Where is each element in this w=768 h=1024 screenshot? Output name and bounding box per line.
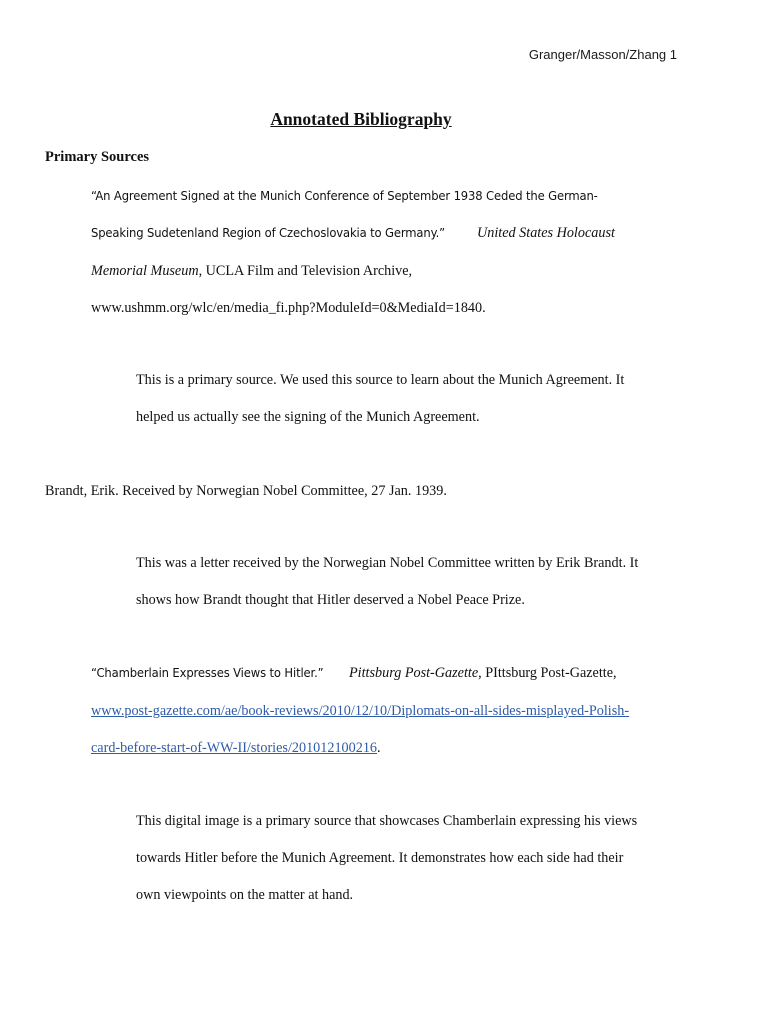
entry-1-citation-line-2: [91, 224, 476, 242]
section-heading: Primary Sources: [45, 149, 150, 165]
entry-3-citation-line-1-rest: [349, 664, 617, 682]
citation-text: , UCLA Film and Television Archive,: [198, 263, 413, 279]
citation-link[interactable]: card-before-start-of-WW-II/stories/201012100216: [91, 740, 378, 756]
citation-italic: Pittsburg Post-Gazette: [349, 665, 479, 681]
entry-3-link-line-2: [91, 739, 381, 757]
entry-2-annotation-line-2: shows how Brandt thought that Hitler deserved a Nobel Peace Prize.: [136, 592, 525, 608]
entry-1-annotation-line-2: helped us actually see the signing of the Munich Agreement.: [136, 409, 480, 425]
citation-text: Speaking Sudetenland Region of Czechoslovakia to Germany.”: [91, 225, 446, 240]
entry-3-annotation-line-1: This digital image is a primary source that showcases Chamberlain expressing his views: [136, 813, 638, 829]
page-title: Annotated Bibliography: [270, 109, 452, 129]
entry-1-citation-line-2-italic: United States Holocaust: [477, 225, 615, 241]
running-head: Granger/Masson/Zhang 1: [528, 47, 677, 62]
entry-3-annotation-line-2: towards Hitler before the Munich Agreement. It demonstrates how each side had their: [136, 850, 624, 866]
entry-1-citation-line-1: [91, 187, 598, 205]
entry-1-citation-url: www.ushmm.org/wlc/en/media_fi.php?ModuleId=0&MediaId=1840.: [91, 300, 486, 316]
entry-2-annotation-line-1: This was a letter received by the Norwegian Nobel Committee written by Erik Brandt. It: [136, 555, 639, 571]
citation-text: “An Agreement Signed at the Munich Conference of September 1938 Ceded the German-: [91, 188, 598, 203]
citation-text: , PIttsburg Post-Gazette,: [478, 665, 617, 681]
entry-3-citation-line-1: “Chamberlain Expresses Views to Hitler.”: [91, 665, 324, 680]
citation-link[interactable]: www.post-gazette.com/ae/book-reviews/2010/12/10/Diplomats-on-all-sides-misplayed-Polish-: [91, 703, 630, 719]
citation-italic: Memorial Museum: [91, 263, 199, 279]
entry-3-annotation-line-3: own viewpoints on the matter at hand.: [136, 887, 354, 903]
entry-2-citation: Brandt, Erik. Received by Norwegian Nobel Committee, 27 Jan. 1939.: [45, 483, 447, 499]
entry-1-annotation-line-1: This is a primary source. We used this source to learn about the Munich Agreement. It: [136, 372, 625, 388]
entry-3-link-line-1: [91, 702, 629, 720]
citation-text: .: [377, 740, 381, 756]
entry-1-citation-line-3: [91, 262, 412, 280]
